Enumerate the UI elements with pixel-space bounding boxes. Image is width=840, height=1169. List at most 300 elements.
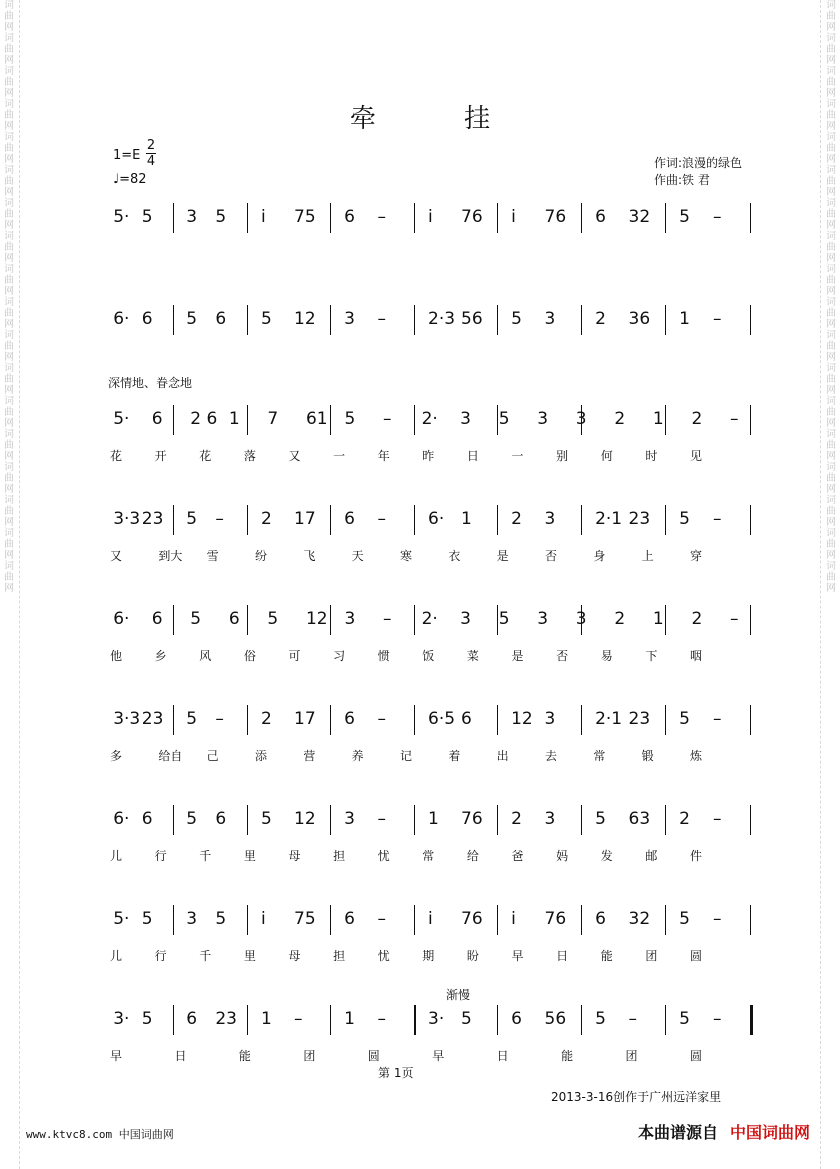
lyric-syllable: 下 <box>645 649 658 663</box>
lyric-syllable: 圆 <box>690 949 703 963</box>
note: 6 <box>215 309 227 329</box>
note: 75 <box>294 909 316 929</box>
lyric-syllable: 易 <box>600 649 613 663</box>
note: – <box>215 709 224 729</box>
note: 3· <box>428 1009 445 1029</box>
note: i <box>261 207 266 227</box>
watermark-left: 词曲网词曲网词曲网词曲网词曲网词曲网词曲网词曲网词曲网词曲网词曲网词曲网词曲网词曲网词曲网词曲网词曲网词曲网 <box>3 0 20 1169</box>
barline <box>665 405 666 435</box>
page-number: 第 1页 <box>378 1066 414 1080</box>
lyricist-credit: 作词:浪漫的绿色 <box>654 156 743 170</box>
note: 6 <box>344 709 355 729</box>
lyric-syllable: 花 <box>110 449 123 463</box>
note: 2·3 <box>428 309 456 329</box>
lyric-syllable: 习 <box>333 649 346 663</box>
barline <box>581 905 582 935</box>
barline <box>497 705 498 735</box>
barline <box>581 1005 582 1035</box>
barline <box>750 805 751 835</box>
note: 3 <box>460 609 471 629</box>
lyric-syllable: 儿 <box>110 949 123 963</box>
lyric-syllable: 花 <box>199 449 212 463</box>
note: i <box>511 207 516 227</box>
lyric-syllable: 爸 <box>511 849 524 863</box>
barline <box>665 905 666 935</box>
note: 2· <box>421 409 438 429</box>
note: – <box>215 509 224 529</box>
note: 5 <box>679 509 690 529</box>
note: 6 <box>186 1009 198 1029</box>
barline <box>247 203 248 233</box>
lyric-syllable: 乡 <box>154 649 167 663</box>
lyric-syllable: 穿 <box>690 549 703 563</box>
barline <box>581 305 582 335</box>
barline <box>247 805 248 835</box>
note: 1 <box>428 809 439 829</box>
note: 5 <box>595 1009 606 1029</box>
note: 2·1 <box>595 509 623 529</box>
note: – <box>730 409 739 429</box>
note: i <box>428 207 433 227</box>
note: 6· <box>113 609 130 629</box>
lyric-syllable: 早 <box>110 1049 123 1063</box>
barline <box>414 905 415 935</box>
lyric-syllable: 圆 <box>367 1049 380 1063</box>
key-signature: 1=E <box>113 148 141 163</box>
note: 12 <box>294 809 316 829</box>
lyric-syllable: 常 <box>593 749 606 763</box>
lyric-syllable: 养 <box>351 749 364 763</box>
note: – <box>713 809 722 829</box>
barline <box>330 1005 331 1035</box>
note: 3 <box>544 309 556 329</box>
barline <box>497 305 498 335</box>
lyric-syllable: 里 <box>243 949 256 963</box>
note: 5 <box>679 1009 690 1029</box>
barline <box>173 605 174 635</box>
lyric-syllable: 风 <box>199 649 212 663</box>
barline <box>414 705 415 735</box>
lyric-syllable: 寒 <box>400 549 413 563</box>
barline <box>497 1005 498 1035</box>
note: 5 <box>595 809 606 829</box>
lyric-syllable: 俗 <box>243 649 256 663</box>
barline <box>330 705 331 735</box>
barline <box>247 905 248 935</box>
note: 23 <box>215 1009 237 1029</box>
note: 5 <box>679 909 690 929</box>
note: 2 6 <box>190 409 218 429</box>
tempo-value: =82 <box>119 172 147 187</box>
lyric-syllable: 件 <box>690 849 703 863</box>
lyric-syllable: 担 <box>333 849 346 863</box>
note: 6 <box>141 309 153 329</box>
note: 3 <box>537 409 549 429</box>
barline <box>665 705 666 735</box>
note: 1 <box>679 309 690 329</box>
barline <box>330 405 331 435</box>
note: 6 <box>511 1009 522 1029</box>
note: 76 <box>461 207 483 227</box>
note: 3 <box>575 409 587 429</box>
note: 6 <box>344 509 355 529</box>
note: – <box>713 309 722 329</box>
note: 3·3 <box>113 509 141 529</box>
note: 5 <box>141 1009 153 1029</box>
lyric-syllable: 母 <box>288 949 301 963</box>
lyric-syllable: 纷 <box>255 549 268 563</box>
lyric-syllable: 团 <box>303 1049 316 1063</box>
note: – <box>713 709 722 729</box>
note: 76 <box>461 809 483 829</box>
note: 61 <box>305 409 328 429</box>
note: 2 <box>511 809 522 829</box>
note: 6 <box>228 609 240 629</box>
note: 5 <box>511 309 522 329</box>
expression-mark: 深情地、眷念地 <box>108 376 193 390</box>
lyric-syllable: 着 <box>448 749 461 763</box>
note: 5 <box>190 609 202 629</box>
note: 5 <box>498 409 510 429</box>
composer-credit: 作曲:铁 君 <box>654 173 710 187</box>
lyric-syllable: 雪 <box>206 549 219 563</box>
lyric-syllable: 饭 <box>422 649 435 663</box>
watermark-right: 词曲网词曲网词曲网词曲网词曲网词曲网词曲网词曲网词曲网词曲网词曲网词曲网词曲网词曲网词曲网词曲网词曲网词曲网 <box>820 0 837 1169</box>
lyric-syllable: 日 <box>556 949 569 963</box>
note: 2 <box>261 709 272 729</box>
note: 5 <box>461 1009 472 1029</box>
lyric-syllable: 时 <box>645 449 658 463</box>
note: 32 <box>628 909 651 929</box>
barline <box>247 405 248 435</box>
lyric-syllable: 早 <box>511 949 524 963</box>
barline <box>330 905 331 935</box>
note: 23 <box>141 509 164 529</box>
time-bottom: 4 <box>146 154 156 169</box>
lyric-syllable: 炼 <box>690 749 703 763</box>
barline <box>330 505 331 535</box>
lyric-syllable: 圆 <box>690 1049 703 1063</box>
note: – <box>377 207 387 227</box>
note: – <box>294 1009 303 1029</box>
lyric-syllable: 常 <box>422 849 435 863</box>
lyric-syllable: 千 <box>199 949 212 963</box>
note: 23 <box>628 709 651 729</box>
note: 2 <box>595 309 606 329</box>
note: 3·3 <box>113 709 141 729</box>
lyric-syllable: 否 <box>545 549 558 563</box>
note: 2 <box>614 409 626 429</box>
note: 3 <box>186 207 198 227</box>
barline <box>665 1005 666 1035</box>
barline <box>497 905 498 935</box>
barline <box>330 305 331 335</box>
lyric-syllable: 落 <box>243 449 256 463</box>
barline <box>247 505 248 535</box>
barline <box>750 1005 753 1035</box>
note: 5 <box>261 309 272 329</box>
barline <box>665 203 666 233</box>
lyric-syllable: 多 <box>110 749 123 763</box>
note: 1 <box>652 409 664 429</box>
note: 3 <box>344 609 356 629</box>
barline <box>750 405 751 435</box>
lyric-syllable: 锻 <box>641 749 654 763</box>
lyric-syllable: 给 <box>466 849 479 863</box>
note: – <box>730 609 739 629</box>
barline <box>750 905 751 935</box>
lyric-syllable: 天 <box>351 549 364 563</box>
lyric-syllable: 营 <box>303 749 316 763</box>
note: 12 <box>511 709 533 729</box>
source-credit <box>638 1120 810 1143</box>
lyric-syllable: 忧 <box>377 849 390 863</box>
source-label: 本曲谱源自 <box>637 1123 718 1142</box>
lyric-syllable: 是 <box>511 649 524 663</box>
quarter-note-icon: ♩ <box>113 172 120 187</box>
lyric-syllable: 千 <box>199 849 212 863</box>
note: 5· <box>113 409 130 429</box>
note: 6·5 <box>428 709 456 729</box>
lyric-syllable: 上 <box>641 549 654 563</box>
barline <box>173 305 174 335</box>
song-title: 牵 挂 <box>349 104 531 134</box>
barline <box>247 605 248 635</box>
barline <box>173 1005 174 1035</box>
barline <box>414 1005 416 1035</box>
note: – <box>377 909 387 929</box>
barline <box>173 203 174 233</box>
lyric-syllable: 行 <box>154 849 167 863</box>
note: 3 <box>575 609 587 629</box>
note: 3 <box>460 409 471 429</box>
note: – <box>377 709 387 729</box>
note: 5 <box>679 709 690 729</box>
note: – <box>713 1009 722 1029</box>
note: 3 <box>344 809 355 829</box>
note: – <box>377 509 387 529</box>
note: 5· <box>113 909 130 929</box>
lyric-syllable: 他 <box>110 649 123 663</box>
note: 2· <box>421 609 438 629</box>
lyric-syllable: 期 <box>422 949 435 963</box>
ritardando-mark: 渐慢 <box>446 988 471 1002</box>
note: 63 <box>628 809 651 829</box>
lyric-syllable: 年 <box>377 449 390 463</box>
note: 5 <box>186 809 198 829</box>
note: 5 <box>267 609 279 629</box>
lyric-syllable: 发 <box>600 849 613 863</box>
lyric-syllable: 否 <box>556 649 569 663</box>
note: 5 <box>141 207 153 227</box>
lyric-syllable: 一 <box>333 449 346 463</box>
barline <box>247 305 248 335</box>
lyric-syllable: 邮 <box>645 849 658 863</box>
barline <box>665 305 666 335</box>
tempo-marking <box>113 172 147 187</box>
note: 6· <box>113 809 130 829</box>
barline <box>497 505 498 535</box>
lyric-syllable: 一 <box>511 449 524 463</box>
lyric-syllable: 日 <box>174 1049 187 1063</box>
note: 1 <box>344 1009 355 1029</box>
note: 2 <box>614 609 626 629</box>
barline <box>581 705 582 735</box>
lyric-syllable: 早 <box>432 1049 445 1063</box>
barline <box>665 805 666 835</box>
barline <box>750 305 751 335</box>
note: – <box>713 207 722 227</box>
note: – <box>628 1009 638 1029</box>
note: 12 <box>294 309 316 329</box>
lyric-syllable: 儿 <box>110 849 123 863</box>
note: 76 <box>544 909 567 929</box>
note: – <box>377 809 387 829</box>
note: 3 <box>544 709 556 729</box>
lyric-syllable: 去 <box>545 749 558 763</box>
note: 5 <box>186 709 198 729</box>
note: – <box>377 309 387 329</box>
barline <box>173 405 174 435</box>
lyric-syllable: 日 <box>496 1049 509 1063</box>
lyric-syllable: 担 <box>333 949 346 963</box>
lyric-syllable: 又 <box>288 449 301 463</box>
note: – <box>383 609 392 629</box>
lyric-syllable: 衣 <box>448 549 461 563</box>
note: 2 <box>511 509 522 529</box>
note: 23 <box>628 509 651 529</box>
note: 17 <box>294 709 316 729</box>
barline <box>247 1005 248 1035</box>
lyric-syllable: 飞 <box>303 549 316 563</box>
note: – <box>383 409 392 429</box>
note: 23 <box>141 709 164 729</box>
note: 3 <box>537 609 549 629</box>
note: 1 <box>228 409 240 429</box>
barline <box>750 505 751 535</box>
note: 6 <box>595 909 606 929</box>
note: 6 <box>595 207 606 227</box>
lyric-syllable: 到大 <box>158 549 183 563</box>
barline <box>330 203 331 233</box>
note: 6 <box>141 809 153 829</box>
site-url[interactable]: www.ktvc8.com 中国词曲网 <box>26 1128 174 1141</box>
note: – <box>713 909 722 929</box>
note: 1 <box>652 609 664 629</box>
lyric-syllable: 开 <box>154 449 167 463</box>
note: i <box>428 909 433 929</box>
lyric-syllable: 昨 <box>422 449 435 463</box>
lyric-syllable: 添 <box>255 749 268 763</box>
time-signature <box>146 138 156 169</box>
note: 5 <box>186 309 198 329</box>
note: 56 <box>461 309 483 329</box>
note: 76 <box>544 207 567 227</box>
note: 5 <box>215 207 227 227</box>
barline <box>173 805 174 835</box>
time-top: 2 <box>146 138 156 153</box>
lyric-syllable: 见 <box>690 449 703 463</box>
barline <box>330 605 331 635</box>
barline <box>581 203 582 233</box>
barline <box>330 805 331 835</box>
barline <box>750 605 751 635</box>
barline <box>665 505 666 535</box>
lyric-syllable: 惯 <box>377 649 390 663</box>
barline <box>173 905 174 935</box>
note: 3· <box>113 1009 130 1029</box>
lyric-syllable: 盼 <box>466 949 479 963</box>
lyric-syllable: 能 <box>600 949 613 963</box>
barline <box>414 305 415 335</box>
barline <box>750 705 751 735</box>
note: 5· <box>113 207 130 227</box>
lyric-syllable: 何 <box>600 449 613 463</box>
note: 5 <box>186 509 198 529</box>
note: 2 <box>261 509 272 529</box>
lyric-syllable: 可 <box>288 649 301 663</box>
note: 5 <box>679 207 690 227</box>
note: 6· <box>113 309 130 329</box>
note: 12 <box>305 609 328 629</box>
creation-note: 2013-3-16创作于广州远洋家里 <box>551 1090 722 1104</box>
lyric-syllable: 里 <box>243 849 256 863</box>
barline <box>581 805 582 835</box>
note: 1 <box>461 509 472 529</box>
note: i <box>511 909 516 929</box>
note: 5 <box>215 909 227 929</box>
note: – <box>713 509 722 529</box>
lyric-syllable: 咽 <box>690 649 703 663</box>
note: 6 <box>151 409 163 429</box>
lyric-syllable: 忧 <box>377 949 390 963</box>
lyric-syllable: 别 <box>556 449 569 463</box>
note: 5 <box>141 909 153 929</box>
lyric-syllable: 是 <box>496 549 509 563</box>
lyric-syllable: 团 <box>625 1049 638 1063</box>
barline <box>414 405 415 435</box>
note: 6· <box>428 509 445 529</box>
barline <box>414 605 415 635</box>
lyric-syllable: 菜 <box>466 649 479 663</box>
barline <box>581 505 582 535</box>
note: 6 <box>344 909 355 929</box>
note: i <box>261 909 266 929</box>
lyric-syllable: 能 <box>561 1049 574 1063</box>
lyric-syllable: 给自 <box>158 749 183 763</box>
barline <box>414 805 415 835</box>
barline <box>750 203 751 233</box>
note: 3 <box>544 809 556 829</box>
source-site-link[interactable]: 中国词曲网 <box>729 1123 810 1142</box>
lyric-syllable: 能 <box>238 1049 251 1063</box>
note: 32 <box>628 207 651 227</box>
note: 5 <box>344 409 356 429</box>
lyric-syllable: 日 <box>466 449 479 463</box>
note: 6 <box>151 609 163 629</box>
note: 6 <box>215 809 227 829</box>
barline <box>497 805 498 835</box>
note: 1 <box>261 1009 272 1029</box>
note: 7 <box>267 409 279 429</box>
lyric-syllable: 出 <box>496 749 509 763</box>
barline <box>173 705 174 735</box>
barline <box>414 505 415 535</box>
lyric-syllable: 己 <box>206 749 219 763</box>
note: 17 <box>294 509 316 529</box>
barline <box>414 203 415 233</box>
lyric-syllable: 母 <box>288 849 301 863</box>
